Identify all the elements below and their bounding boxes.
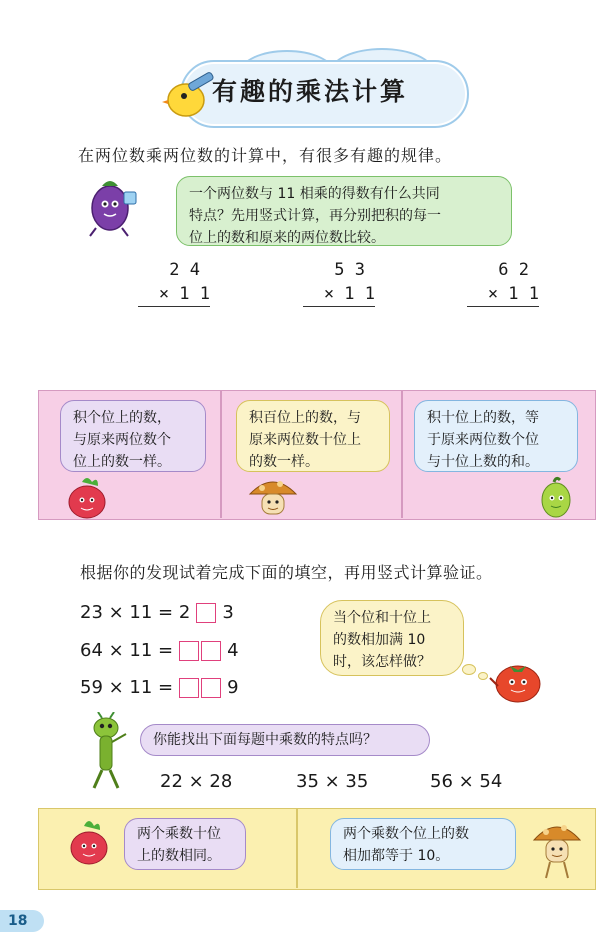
bubble-line: 于原来两位数个位 — [427, 432, 539, 448]
bubble-line: 与原来两位数个 — [73, 432, 171, 448]
eggplant-speech-bubble — [176, 176, 512, 246]
answer-box[interactable] — [196, 603, 216, 623]
pepper-character-icon — [534, 476, 578, 520]
bubble-line: 相加都等于 10。 — [343, 848, 450, 864]
answer-box[interactable] — [179, 678, 199, 698]
panel-divider — [220, 390, 222, 518]
multiplicand: 2 4 — [169, 260, 200, 280]
radish-character-icon — [62, 476, 112, 520]
summary-bubble-tens — [124, 818, 246, 870]
eggplant-character-icon — [76, 168, 148, 238]
bubble-line: 的数相加满 10 — [333, 632, 426, 648]
answer-box[interactable] — [179, 641, 199, 661]
multiplier: × 1 1 — [303, 282, 375, 307]
equation-lhs: 23 × 11 = 2 — [80, 602, 191, 623]
panel-divider — [401, 390, 403, 518]
bubble-line: 特点？先用竖式计算，再分别把积的每一 — [189, 208, 441, 224]
intro-text: 在两位数乘两位数的计算中，有很多有趣的规律。 — [78, 146, 453, 165]
multiplicand: 6 2 — [498, 260, 529, 280]
equation-lhs: 59 × 11 = — [80, 677, 174, 698]
page-number: 18 — [0, 910, 44, 932]
mushroom-character-icon — [530, 818, 584, 882]
chick-telescope-icon — [160, 68, 220, 120]
page-title: 有趣的乘法计算 — [212, 77, 409, 106]
equation-lhs: 64 × 11 = — [80, 640, 174, 661]
tomato-character-icon — [488, 656, 548, 708]
factor-pair: 22 × 28 — [160, 771, 233, 792]
instruction-text: 根据你的发现试着完成下面的填空，再用竖式计算验证。 — [80, 563, 493, 582]
bubble-line: 积十位上的数，等 — [427, 410, 539, 426]
bubble-line: 原来两位数十位上 — [249, 432, 361, 448]
observation-bubble-ones — [60, 400, 206, 472]
observation-bubble-hundreds — [236, 400, 390, 472]
bubble-line: 时，该怎样做？ — [333, 654, 431, 670]
bubble-line: 上的数相同。 — [137, 848, 221, 864]
bubble-line: 位上的数和原来的两位数比较。 — [189, 230, 385, 246]
factor-pair: 35 × 35 — [296, 771, 369, 792]
answer-box[interactable] — [201, 678, 221, 698]
answer-box[interactable] — [201, 641, 221, 661]
bubble-line: 当个位和十位上 — [333, 610, 431, 626]
bubble-line: 积百位上的数，与 — [249, 410, 361, 426]
factor-pair: 56 × 54 — [430, 771, 503, 792]
tomato-thought-bubble — [320, 600, 464, 676]
equation-tail: 3 — [222, 602, 234, 623]
summary-bubble-ones — [330, 818, 516, 870]
equation-1 — [80, 602, 234, 623]
multiplier: × 1 1 — [467, 282, 539, 307]
grasshopper-character-icon — [80, 712, 136, 790]
mushroom-character-icon — [246, 474, 300, 520]
grasshopper-speech-bubble — [140, 724, 430, 756]
bubble-line: 你能找出下面每题中乘数的特点吗？ — [153, 732, 377, 748]
bubble-line: 与十位上数的和。 — [427, 454, 539, 470]
equation-tail: 9 — [227, 677, 239, 698]
equation-tail: 4 — [227, 640, 239, 661]
bubble-line: 两个乘数个位上的数 — [343, 826, 469, 842]
thought-dot — [462, 664, 476, 675]
bubble-line: 两个乘数十位 — [137, 826, 221, 842]
multiplication-2 — [303, 258, 375, 307]
bubble-line: 一个两位数与 11 相乘的得数有什么共同 — [189, 186, 440, 202]
bubble-line: 位上的数一样。 — [73, 454, 171, 470]
bubble-line: 的数一样。 — [249, 454, 319, 470]
multiplication-3 — [467, 258, 539, 307]
multiplicand: 5 3 — [334, 260, 365, 280]
multiplication-1 — [138, 258, 210, 307]
observation-bubble-tens — [414, 400, 578, 472]
panel-divider — [296, 808, 298, 888]
equation-2 — [80, 640, 239, 661]
multiplier: × 1 1 — [138, 282, 210, 307]
radish-character-icon — [64, 818, 114, 866]
bubble-line: 积个位上的数， — [73, 410, 171, 426]
equation-3 — [80, 677, 239, 698]
thought-dot — [478, 672, 488, 680]
